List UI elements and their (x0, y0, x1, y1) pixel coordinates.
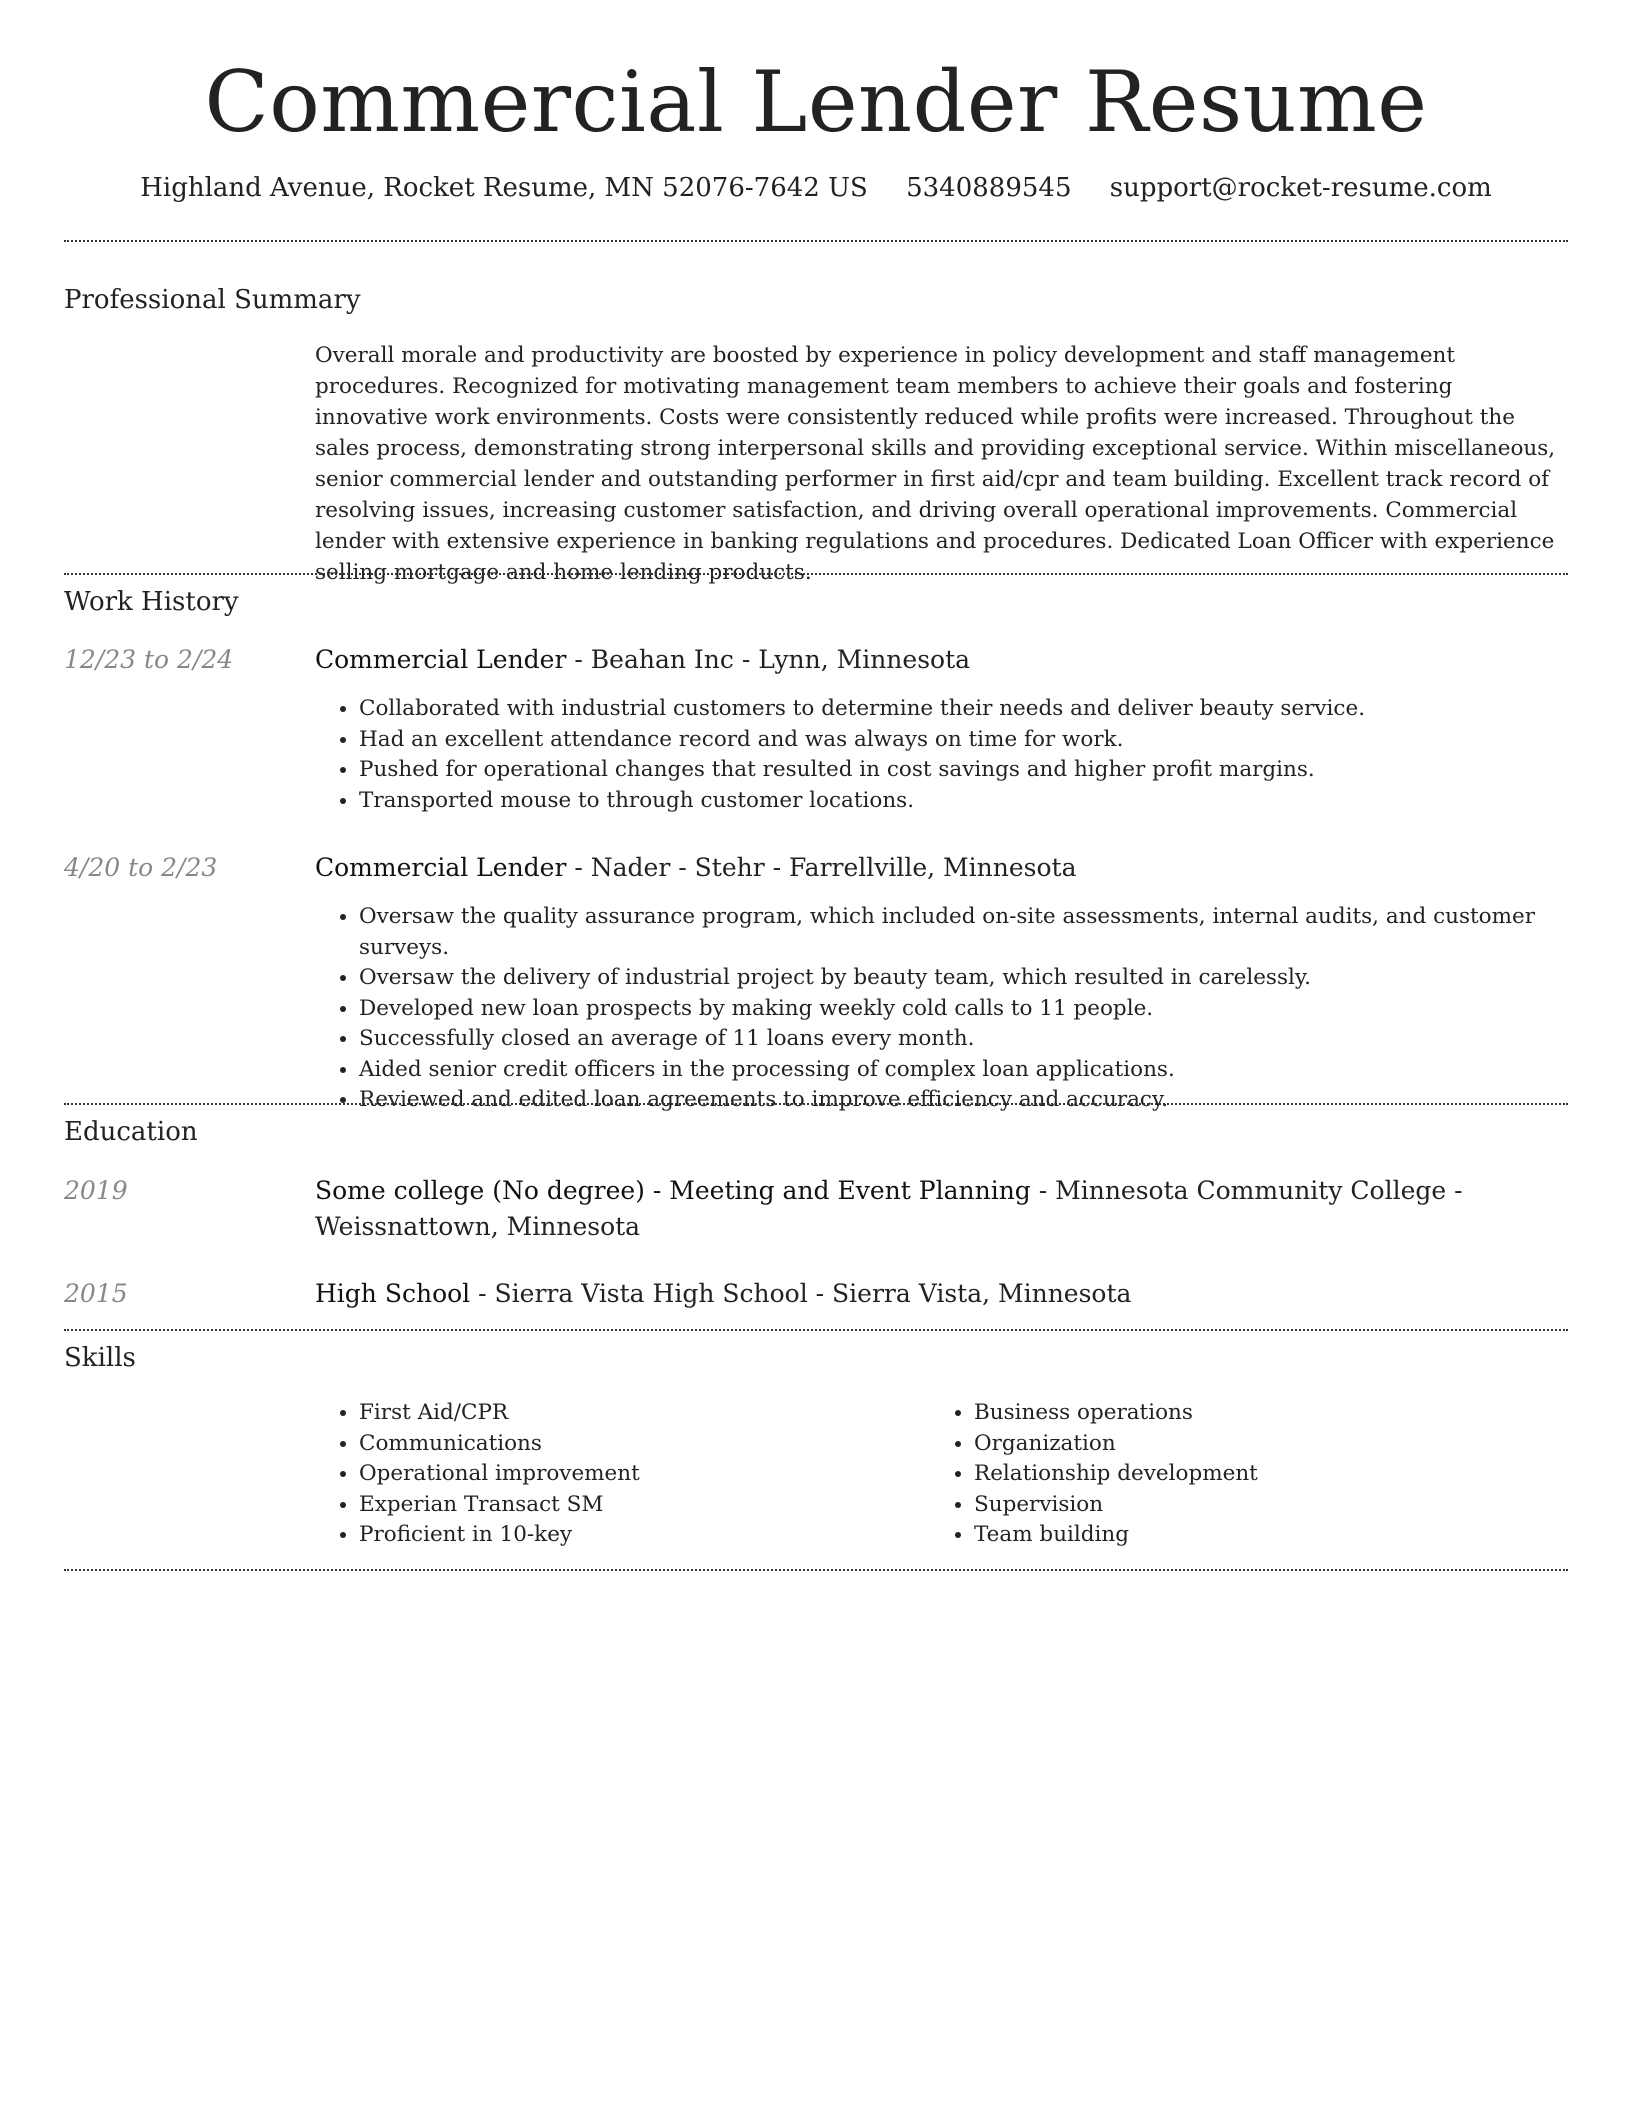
skill-item: • Proficient in 10-key (359, 1520, 919, 1551)
skills-list-left (315, 1398, 919, 1551)
divider (64, 1329, 1568, 1331)
section-title-education: Education (64, 1117, 198, 1147)
list-item: • Reviewed and edited loan agreements to improve efficiency and accuracy. (359, 1085, 1609, 1116)
education-year: 2019 (64, 1176, 128, 1205)
skill-item: • First Aid/CPR (359, 1398, 919, 1429)
contact-phone: 5340889545 (906, 173, 1072, 203)
list-item: • Oversaw the quality assurance program, which included on-site assessments, internal audits, and customer surveys. (359, 902, 1609, 963)
divider (64, 1103, 1568, 1105)
list-item: • Aided senior credit officers in the processing of complex loan applications. (359, 1055, 1609, 1086)
list-item: • Collaborated with industrial customers to determine their needs and deliver beauty service. (359, 694, 1609, 725)
skill-item: • Relationship development (974, 1459, 1574, 1490)
job-position: Commercial Lender (315, 853, 567, 882)
job-heading (315, 850, 1565, 886)
education-year: 2015 (64, 1279, 128, 1308)
job-details: - Nader - Stehr - Farrellville, Minnesota (566, 853, 1077, 882)
resume-title: Commercial Lender Resume (204, 53, 1428, 151)
education-heading (315, 1276, 1565, 1312)
list-item: • Had an excellent attendance record and was always on time for work. (359, 725, 1609, 756)
divider (64, 573, 1568, 575)
job-bullets (315, 694, 1609, 816)
job-bullets (315, 902, 1609, 1116)
section-title-summary: Professional Summary (64, 285, 361, 315)
section-title-skills: Skills (64, 1343, 136, 1373)
list-item: • Pushed for operational changes that resulted in cost savings and higher profit margins. (359, 755, 1609, 786)
skill-item: • Team building (974, 1520, 1574, 1551)
education-details: - Sierra Vista High School - Sierra Vista, Minnesota (470, 1279, 1132, 1308)
list-item: • Oversaw the delivery of industrial project by beauty team, which resulted in carelessly. (359, 963, 1609, 994)
list-item: • Transported mouse to through customer locations. (359, 786, 1609, 817)
education-details: - Minnesota Community College - Weissnattown, Minnesota (315, 1176, 1463, 1241)
contact-line (0, 168, 1632, 208)
skill-item: • Organization (974, 1429, 1574, 1460)
job-dates: 4/20 to 2/23 (64, 853, 218, 882)
divider (64, 240, 1568, 242)
divider (64, 1569, 1568, 1571)
list-item: • Developed new loan prospects by making weekly cold calls to 11 people. (359, 994, 1609, 1025)
job-position: Commercial Lender (315, 645, 567, 674)
skill-item: • Business operations (974, 1398, 1574, 1429)
contact-address: Highland Avenue, Rocket Resume, MN 52076-7642 US (140, 173, 868, 203)
skill-item: • Supervision (974, 1490, 1574, 1521)
summary-text: Overall morale and productivity are boosted by experience in policy development and staff management procedures. Recognized for motivating management team members to achieve their goals and fostering innovative work environments. Costs were consistently reduced while profits were increased. Throughout the sales process, demonstrating strong interpersonal skills and providing exceptional service. Within miscellaneous, senior commercial lender and outstanding performer in first aid/cpr and team building. Excellent track record of resolving issues, increasing customer satisfaction, and driving overall operational improvements. Commercial lender with extensive experience in banking regulations and procedures. Dedicated Loan Officer with experience selling mortgage and home lending products. (315, 343, 1556, 585)
skill-item: • Communications (359, 1429, 919, 1460)
job-heading (315, 642, 1565, 678)
list-item: • Successfully closed an average of 11 loans every month. (359, 1024, 1609, 1055)
education-heading (315, 1173, 1565, 1245)
job-dates: 12/23 to 2/24 (64, 645, 234, 674)
job-details: - Beahan Inc - Lynn, Minnesota (566, 645, 971, 674)
skills-list-right (930, 1398, 1574, 1551)
skill-item: • Operational improvement (359, 1459, 919, 1490)
education-degree: High School (315, 1279, 471, 1308)
skill-item: • Experian Transact SM (359, 1490, 919, 1521)
education-degree: Some college (No degree) - Meeting and Event Planning (315, 1176, 1031, 1205)
contact-email: support@rocket-resume.com (1109, 173, 1492, 203)
section-title-work: Work History (64, 587, 239, 617)
